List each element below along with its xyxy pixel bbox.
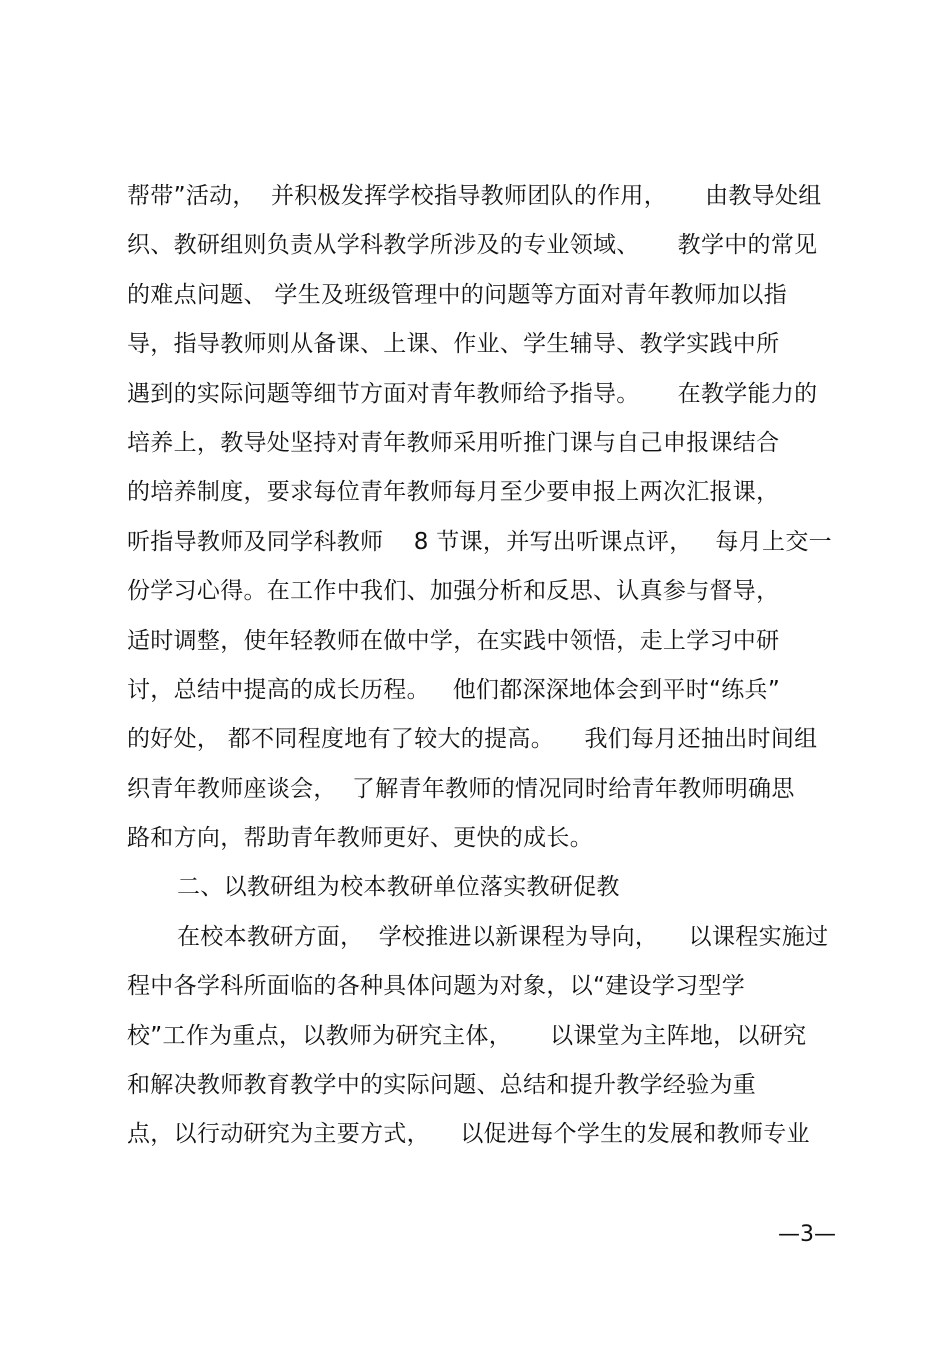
paragraph-line: 校”工作为重点，以教师为研究主体， 以课堂为主阵地，以研究 bbox=[127, 1022, 807, 1049]
paragraph-line: 遇到的实际问题等细节方面对青年教师给予指导。 在教学能力的 bbox=[127, 380, 818, 407]
paragraph-line: 的难点问题、 学生及班级管理中的问题等方面对青年教师加以指 bbox=[127, 281, 788, 308]
paragraph-line: 程中各学科所面临的各种具体问题为对象，以“建设学习型学 bbox=[127, 973, 746, 1000]
page-number: —3— bbox=[778, 1222, 836, 1247]
section-heading: 二、以教研组为校本教研单位落实教研促教 bbox=[177, 874, 620, 901]
paragraph-line: 讨，总结中提高的成长历程。 他们都深深地体会到平时“练兵” bbox=[127, 676, 781, 703]
paragraph-line: 帮带”活动， 并积极发挥学校指导教师团队的作用， 由教导处组 bbox=[127, 183, 822, 209]
paragraph-line: 份学习心得。在工作中我们、加强分析和反思、认真参与督导， bbox=[127, 578, 780, 605]
body-text bbox=[127, 172, 832, 1160]
paragraph-line: 培养上，教导处坚持对青年教师采用听推门课与自己申报课结合 bbox=[127, 429, 780, 456]
paragraph-line: 织青年教师座谈会， 了解青年教师的情况同时给青年教师明确思 bbox=[127, 775, 795, 802]
paragraph-line: 适时调整，使年轻教师在做中学，在实践中领悟，走上学习中研 bbox=[127, 627, 780, 654]
paragraph-line: 的培养制度，要求每位青年教师每月至少要申报上两次汇报课， bbox=[127, 479, 780, 506]
paragraph-line: 和解决教师教育教学中的实际问题、总结和提升教学经验为重 bbox=[127, 1072, 757, 1099]
paragraph-line: 在校本教研方面， 学校推进以新课程为导向， 以课程实施过 bbox=[177, 923, 829, 950]
paragraph-line: 的好处， 都不同程度地有了较大的提高。 我们每月还抽出时间组 bbox=[127, 726, 818, 753]
paragraph-line: 听指导教师及同学科教师 8 节课，并写出听课点评， 每月上交一 bbox=[127, 528, 832, 555]
paragraph-line: 导，指导教师则从备课、上课、作业、学生辅导、教学实践中所 bbox=[127, 331, 780, 358]
paragraph-line: 织、教研组则负责从学科教学所涉及的专业领域、 教学中的常见 bbox=[127, 232, 818, 259]
paragraph-line: 路和方向，帮助青年教师更好、更快的成长。 bbox=[127, 825, 593, 852]
paragraph-line: 点，以行动研究为主要方式， 以促进每个学生的发展和教师专业 bbox=[127, 1121, 810, 1148]
